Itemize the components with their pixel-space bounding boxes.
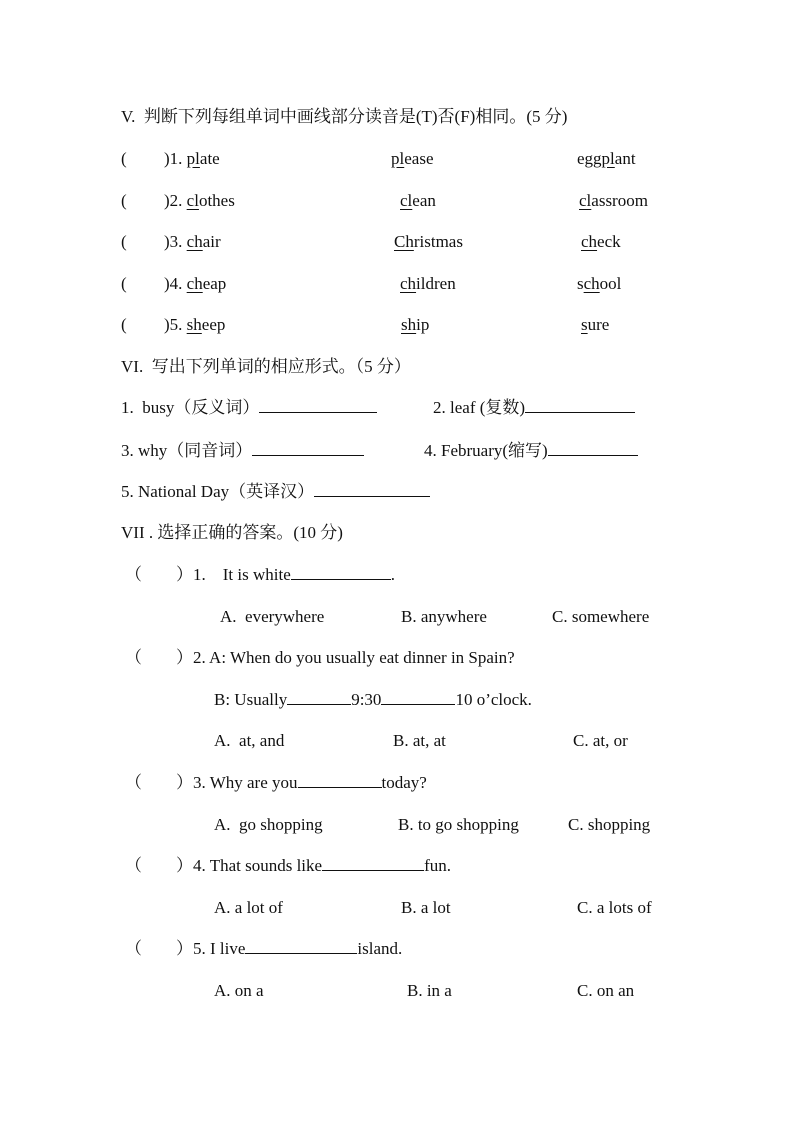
word-item: cl ean xyxy=(400,191,436,210)
question-row xyxy=(121,481,440,503)
answer-option: C. somewhere xyxy=(552,607,650,626)
question: （ ） 1. It is white . xyxy=(125,565,395,584)
question-row xyxy=(214,689,542,711)
question: 2. leaf (复数) xyxy=(433,397,645,419)
answer-option: B. a lot xyxy=(401,898,451,917)
question-line: B: Usually 9:30 10 o’clock. xyxy=(214,690,532,709)
answer-option: C. a lots of xyxy=(577,898,652,917)
section-7-title: VII . 选择正确的答案。(10 分) xyxy=(121,523,343,542)
answer-option: A. a lot of xyxy=(214,898,283,917)
answer-option: A. at, and xyxy=(214,731,285,750)
answer-option: A. on a xyxy=(214,981,264,1000)
word-item: pl ease xyxy=(391,149,434,168)
section-6-header xyxy=(121,356,421,378)
answer-blank[interactable] xyxy=(298,786,382,788)
word-item: ch ildren xyxy=(400,274,456,293)
question-row xyxy=(125,772,437,794)
question-row xyxy=(125,855,461,877)
options-row xyxy=(214,814,660,836)
word-row xyxy=(121,314,619,336)
word-row xyxy=(121,148,646,170)
answer-option: A. go shopping xyxy=(214,815,323,834)
word-item: sh ip xyxy=(401,315,430,334)
word-item: egg pl ant xyxy=(577,149,636,168)
answer-blank[interactable] xyxy=(287,703,351,705)
question: （ ） 2. A: When do you usually eat dinner in Spain? xyxy=(125,648,515,667)
word-item: )5. sh eep xyxy=(164,315,226,334)
answer-blank[interactable] xyxy=(291,578,391,580)
section-7-header xyxy=(121,522,353,544)
word-item: ch eck xyxy=(581,232,621,251)
answer-blank[interactable] xyxy=(314,495,430,497)
answer-paren: ( xyxy=(121,149,127,168)
question-row xyxy=(125,564,405,586)
question-row xyxy=(121,440,648,462)
question: （ ） 3. Why are you today? xyxy=(125,773,427,792)
word-row xyxy=(121,231,631,253)
question: （ ） 5. I live island. xyxy=(125,939,403,958)
question-row xyxy=(121,397,645,419)
word-row xyxy=(121,190,658,212)
answer-option: B. in a xyxy=(407,981,452,1000)
question: （ ） 4. That sounds like fun. xyxy=(125,856,451,875)
answer-blank[interactable] xyxy=(548,454,638,456)
question-row xyxy=(125,647,525,669)
options-row xyxy=(214,980,644,1002)
word-item: )1. pl ate xyxy=(164,149,220,168)
word-item: s ure xyxy=(581,315,610,334)
answer-blank[interactable] xyxy=(259,411,377,413)
answer-paren: ( xyxy=(121,191,127,210)
answer-option: C. on an xyxy=(577,981,635,1000)
section-5-title: V. 判断下列每组单词中画线部分读音是(T)否(F)相同。(5 分) xyxy=(121,107,568,126)
section-5-header xyxy=(121,106,577,128)
answer-option: A. everywhere xyxy=(220,607,325,626)
answer-paren: ( xyxy=(121,315,127,334)
word-item: )4. ch eap xyxy=(164,274,227,293)
word-item: )2. cl othes xyxy=(164,191,235,210)
word-item: s ch ool xyxy=(577,274,622,293)
answer-option: B. anywhere xyxy=(401,607,487,626)
question: 5. National Day（英译汉） xyxy=(121,481,440,503)
answer-blank[interactable] xyxy=(525,411,635,413)
question-row xyxy=(125,938,412,960)
options-row xyxy=(220,606,659,628)
answer-blank[interactable] xyxy=(381,703,455,705)
answer-paren: ( xyxy=(121,274,127,293)
word-item: Ch ristmas xyxy=(394,232,463,251)
question: 3. why（同音词） xyxy=(121,440,424,462)
answer-blank[interactable] xyxy=(245,952,357,954)
answer-blank[interactable] xyxy=(322,869,424,871)
answer-option: C. at, or xyxy=(573,731,628,750)
word-item: cl assroom xyxy=(579,191,648,210)
answer-option: C. shopping xyxy=(568,815,651,834)
options-row xyxy=(214,897,662,919)
answer-option: B. to go shopping xyxy=(398,815,519,834)
question: 4. February(缩写) xyxy=(424,440,648,462)
section-6-title: VI. 写出下列单词的相应形式。（5 分） xyxy=(121,357,411,376)
answer-paren: ( xyxy=(121,232,127,251)
word-item: )3. ch air xyxy=(164,232,221,251)
question: 1. busy（反义词） xyxy=(121,397,433,419)
answer-blank[interactable] xyxy=(252,454,364,456)
word-row xyxy=(121,273,631,295)
options-row xyxy=(214,730,638,752)
answer-option: B. at, at xyxy=(393,731,446,750)
